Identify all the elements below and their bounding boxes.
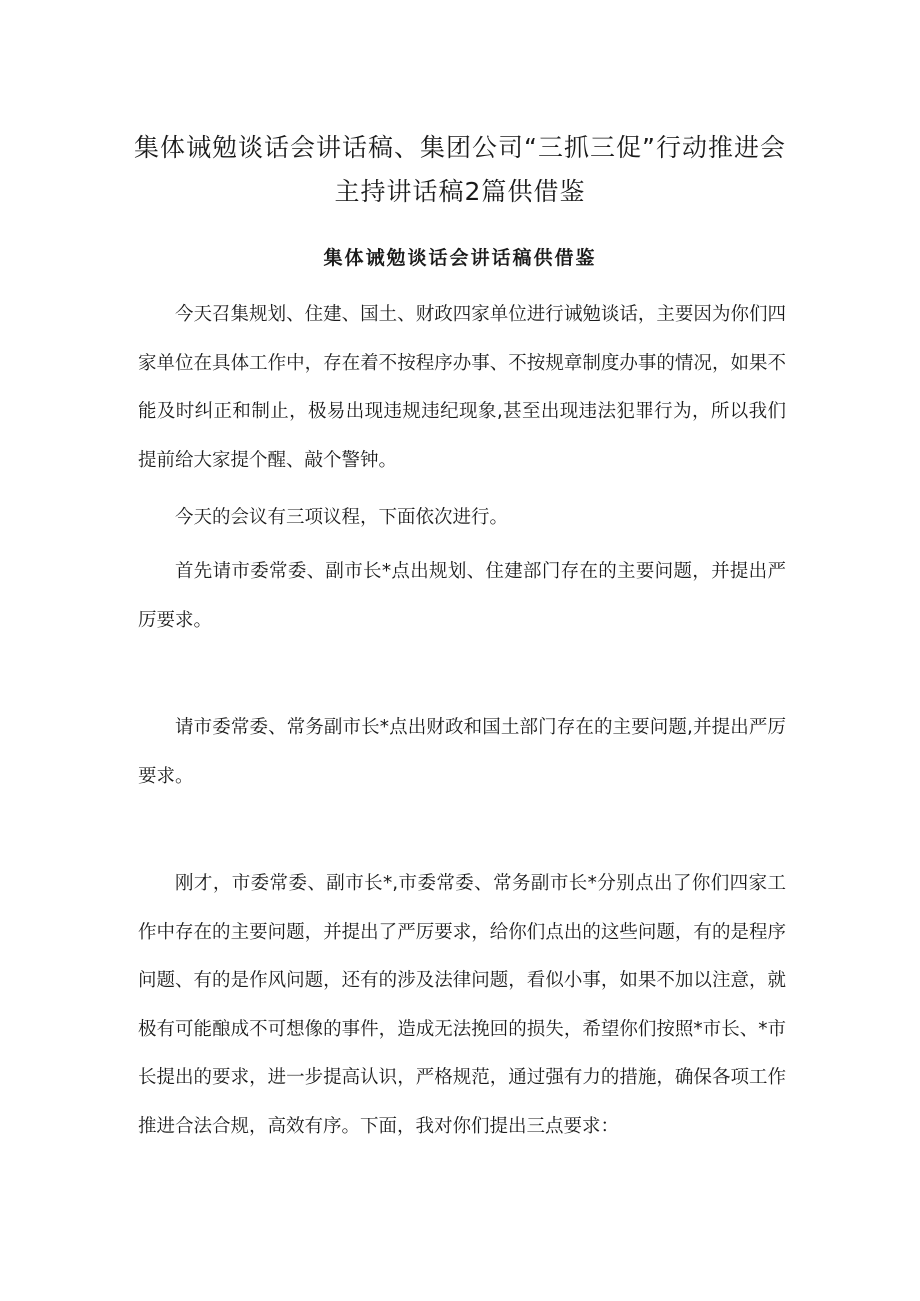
section-heading: 集体诫勉谈话会讲话稿供借鉴	[323, 247, 597, 269]
paragraph-2: 今天的会议有三项议程，下面依次进行。	[175, 507, 509, 528]
document-title-line-2: 主持讲话稿2篇供借鉴	[334, 177, 586, 206]
document-title-line-1: 集体诫勉谈话会讲话稿、集团公司“三抓三促”行动推进会	[134, 133, 786, 162]
paragraph-1: 今天召集规划、住建、国土、财政四家单位进行诫勉谈话，主要因为你们四家单位在具体工作中，存在着不按程序办事、不按规章制度办事的情况，如果不能及时纠正和制止，极易出现违规违纪现象,甚至出现违法犯罪行为，所以我们提前给大家提个醒、敲个警钟。	[138, 304, 786, 471]
paragraph-5: 刚才，市委常委、副市长*,市委常委、常务副市长*分别点出了你们四家工作中存在的主要问题，并提出了严厉要求，给你们点出的这些问题，有的是程序问题、有的是作风问题，还有的涉及法律问题，看似小事，如果不加以注意，就极有可能酿成不可想像的事件，造成无法挽回的损失，希望你们按照*市长、*市长提出的要求，进一步提高认识，严格规范，通过强有力的措施，确保各项工作推进合法合规，高效有序。下面，我对你们提出三点要求：	[138, 873, 786, 1137]
paragraph-3: 首先请市委常委、副市长*点出规划、住建部门存在的主要问题，并提出严厉要求。	[138, 561, 786, 631]
paragraph-4: 请市委常委、常务副市长*点出财政和国土部门存在的主要问题,并提出严厉要求。	[138, 717, 786, 787]
